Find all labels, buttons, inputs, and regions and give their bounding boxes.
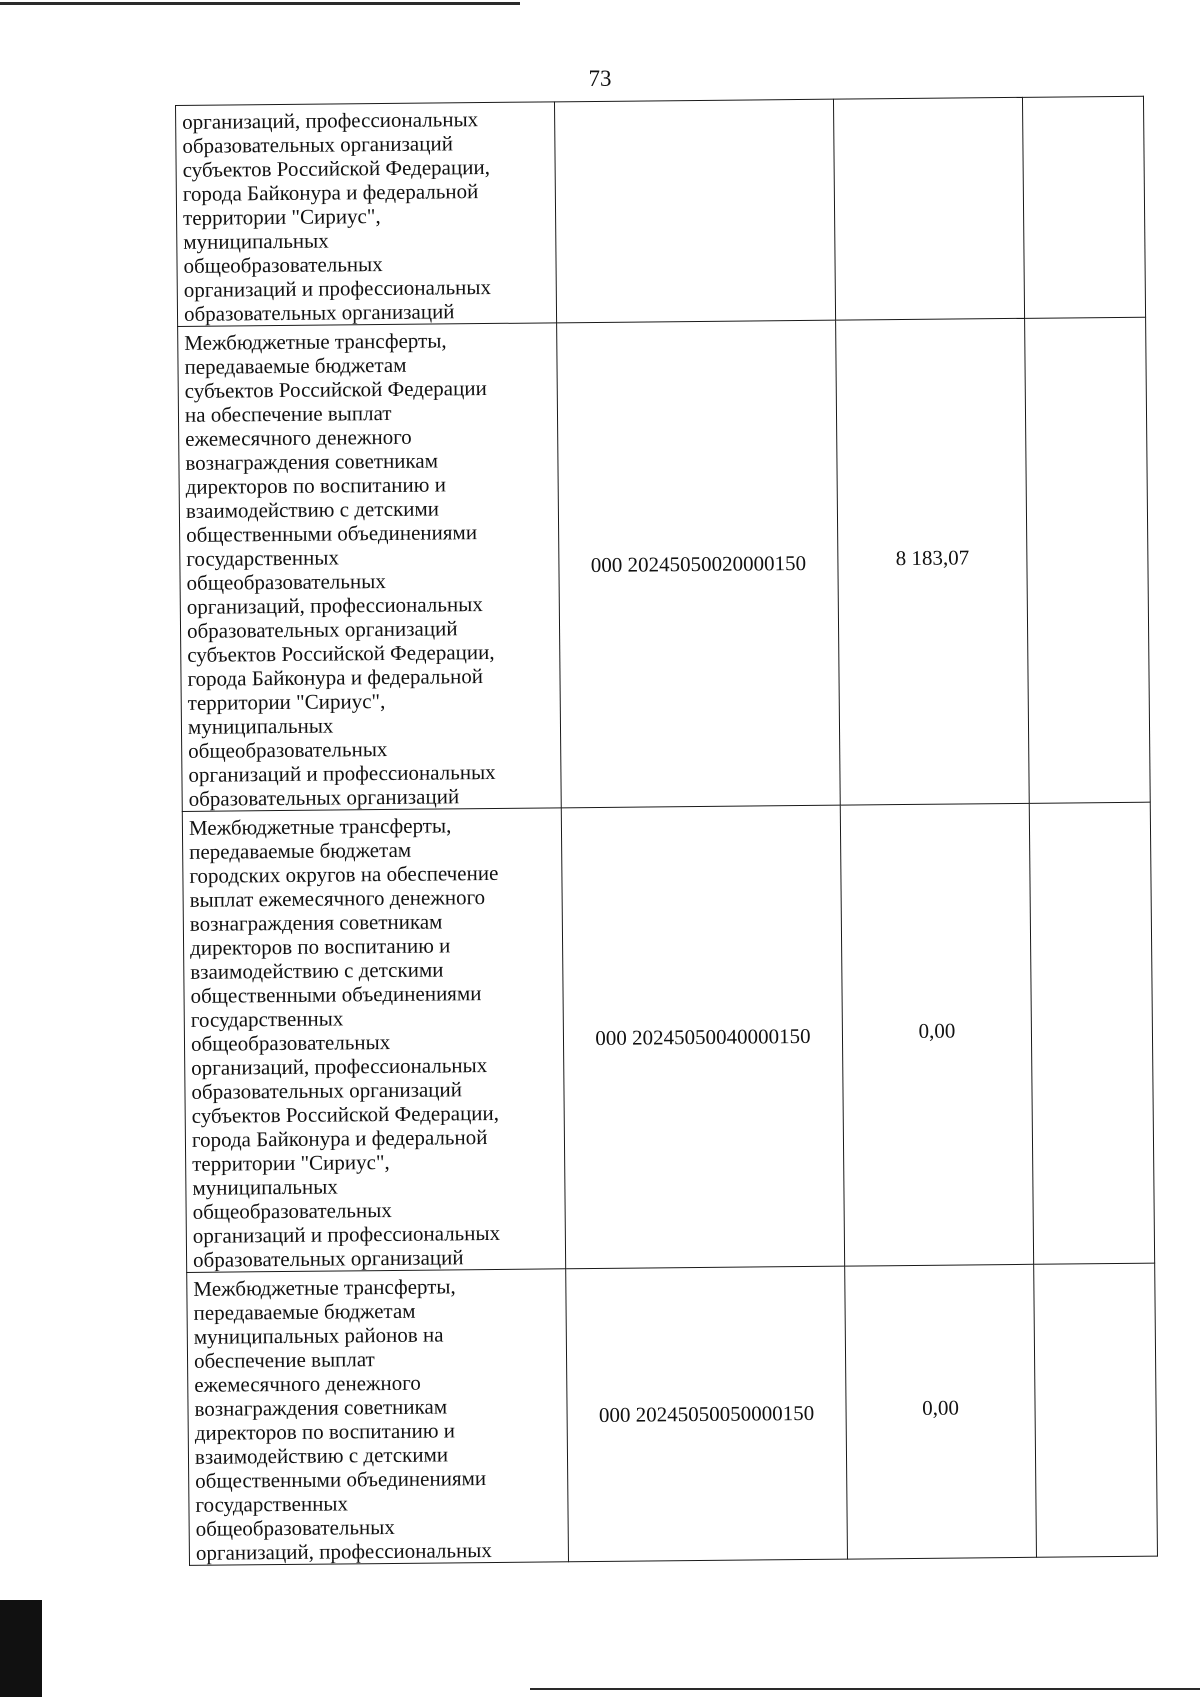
row-value-cell	[840, 803, 1033, 1266]
row-code: 000 20245050040000150	[595, 1023, 811, 1051]
row-extra-cell	[1034, 1263, 1158, 1557]
row-code: 000 20245050050000150	[598, 1400, 815, 1427]
scan-edge-shadow	[0, 1600, 42, 1697]
row-name-cell	[187, 1269, 569, 1566]
table-row	[178, 317, 1151, 811]
page-number: 73	[588, 66, 612, 91]
row-name-cell	[176, 102, 557, 327]
row-value-cell	[833, 97, 1024, 320]
row-name: Межбюджетные трансферты, передаваемые бюджетам городских округов на обеспечение выплат ежемесячного денежного вознаграждения советникам директоров по воспитанию и взаимодействию с детскими общественными объединениями государственных общеобразовательных организаций, профессиональных образовательных организаций субъектов Российской Федерации, города Байконура и федеральной территории "Сириус", муниципальных общеобразовательных организаций и профессиональных образовательных организаций	[188, 813, 501, 1272]
row-name: организаций, профессиональных образовательных организаций субъектов Российской Федерации, города Байконура и федеральной территории "Сириус", муниципальных общеобразовательных организаций и профессиональных образовательных организаций	[182, 107, 492, 326]
row-extra-cell	[1029, 802, 1154, 1264]
row-value: 8 183,07	[895, 545, 970, 571]
row-extra-cell	[1022, 96, 1145, 318]
scan-border-bottom	[530, 1688, 1200, 1690]
row-code-cell	[554, 99, 835, 323]
row-extra-cell	[1025, 317, 1151, 803]
scan-border-top	[0, 2, 520, 5]
table-row	[182, 802, 1154, 1272]
row-value: 0,00	[922, 1395, 960, 1420]
row-code-cell	[566, 1266, 848, 1562]
row-name: Межбюджетные трансферты, передаваемые бюджетам субъектов Российской Федерации на обеспечение выплат ежемесячного денежного вознаграждения советникам директоров по воспитанию и взаимодействию с детскими общественными объединениями государственных общеобразовательных организаций, профессиональных образовательных организаций субъектов Российской Федерации, города Байконура и федеральной территории "Сириус", муниципальных общеобразовательных организаций и профессиональных образовательных организаций	[184, 328, 496, 811]
row-name-cell	[178, 323, 562, 812]
budget-table	[175, 96, 1158, 1566]
row-value: 0,00	[918, 1018, 956, 1043]
table-row	[176, 96, 1146, 326]
row-value-cell	[845, 1264, 1037, 1559]
table-row	[187, 1263, 1158, 1565]
row-code-cell	[557, 320, 841, 808]
row-name-cell	[182, 808, 565, 1273]
row-name: Межбюджетные трансферты, передаваемые бюджетам муниципальных районов на обеспечение выплат ежемесячного денежного вознаграждения советникам директоров по воспитанию и взаимодействию с детскими общественными объединениями государственных общеобразовательных организаций, профессиональных	[193, 1274, 492, 1565]
row-code-cell	[561, 805, 844, 1269]
row-value-cell	[836, 318, 1030, 805]
row-code: 000 20245050020000150	[590, 550, 807, 578]
